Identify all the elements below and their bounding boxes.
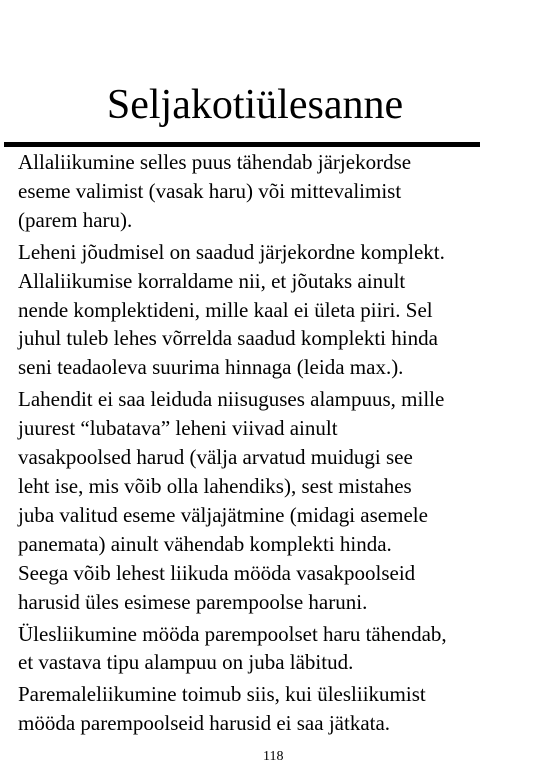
text-line: panemata) ainult vähendab komplekti hinda. [18, 531, 392, 556]
text-line: seni teadaoleva suurima hinnaga (leida max.). [18, 355, 404, 380]
text-line: juhul tuleb lehes võrrelda saadud komplekti hinda [18, 326, 438, 351]
text-line: Allaliikumine selles puus tähendab järjekordse [18, 150, 412, 174]
page-title: Seljakotiülesanne [106, 82, 404, 128]
page-number: 118 [263, 749, 284, 764]
text-line: et vastava tipu alampuu on juba läbitud. [18, 650, 354, 675]
paragraph-3 [18, 385, 536, 616]
text-line: Allaliikumise korraldame nii, et jõutaks ainult [18, 268, 406, 293]
text-line: juurest “lubatava” leheni viivad ainult [18, 416, 338, 441]
paragraph-1 [18, 148, 536, 235]
text-line: (parem haru). [18, 207, 133, 232]
text-line: juba valitud eseme väljajätmine (midagi asemele [18, 502, 428, 527]
body-text [18, 148, 536, 741]
text-line: harusid üles esimese parempoolse haruni. [18, 589, 368, 614]
text-line: Leheni jõudmisel on saadud järjekordne komplekt. [18, 239, 445, 264]
paragraph-2 [18, 238, 536, 383]
text-line: mööda parempoolseid harusid ei saa jätkata. [18, 711, 391, 736]
text-line: vasakpoolsed harud (välja arvatud muidugi see [18, 445, 413, 470]
text-line: eseme valimist (vasak haru) või mittevalimist [18, 178, 402, 203]
text-line: Lahendit ei saa leiduda niisuguses alampuus, mille [18, 387, 445, 412]
paragraph-4 [18, 620, 536, 678]
text-line: Seega võib lehest liikuda mööda vasakpoolseid [18, 560, 416, 585]
title-underline [4, 142, 480, 147]
text-line: nende komplektideni, mille kaal ei ületa piiri. Sel [18, 297, 433, 322]
text-line: Paremaleliikumine toimub siis, kui ülesliikumist [18, 682, 426, 707]
text-line: Ülesliikumine mööda parempoolset haru tähendab, [18, 621, 447, 646]
text-line: leht ise, mis võib olla lahendiks), sest mistahes [18, 473, 412, 498]
paragraph-5 [18, 680, 536, 738]
